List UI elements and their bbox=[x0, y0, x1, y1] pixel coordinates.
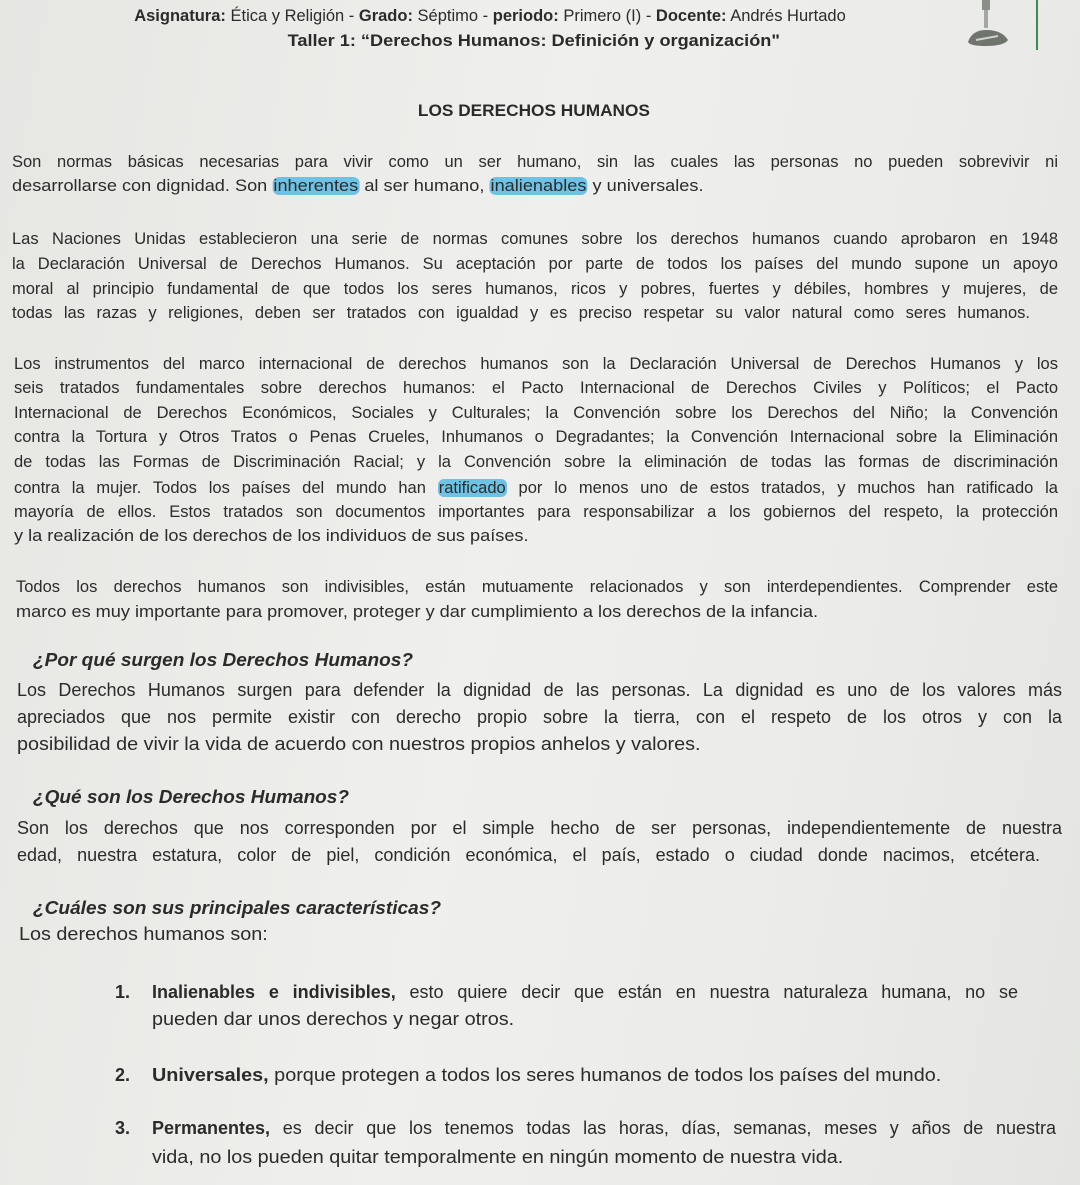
list-term: Inalienables e indivisibles, bbox=[152, 982, 396, 1002]
document-title-text: LOS DERECHOS HUMANOS bbox=[417, 102, 650, 120]
subject-label: Asignatura: bbox=[134, 7, 226, 25]
list-term: Permanentes, bbox=[152, 1118, 271, 1138]
highlighted-word: inalienables bbox=[490, 177, 587, 195]
subject-value: Ética y Religión - bbox=[225, 7, 359, 25]
school-emblem-logo bbox=[958, 0, 1038, 50]
heading-text: ¿Cuáles son sus principales características? bbox=[33, 898, 441, 918]
text: posibilidad de vivir la vida de acuerdo con nuestros propios anhelos y valores. bbox=[17, 734, 701, 754]
paragraph-3-line bbox=[14, 450, 1058, 474]
period-label: periodo: bbox=[492, 7, 559, 25]
paragraph-3-line bbox=[14, 425, 1058, 449]
paragraph-4-line bbox=[16, 600, 872, 624]
section-line bbox=[17, 705, 1062, 729]
text: Internacional de Derechos Económicos, Sociales y Culturales; la Convención sobre los Derechos del Niño; la Convención bbox=[14, 404, 1058, 422]
paragraph-2-line bbox=[12, 252, 1058, 276]
text: seis tratados fundamentales sobre derechos humanos: el Pacto Internacional de Derechos Civiles y Políticos; el Pacto bbox=[14, 379, 1058, 397]
paragraph-3-line bbox=[14, 524, 546, 548]
text: Son normas básicas necesarias para vivir como un ser humano, sin las cuales las personas no pueden sobrevivir ni bbox=[12, 153, 1058, 171]
grade-value: Séptimo - bbox=[412, 7, 493, 25]
text: moral al principio fundamental de que todos los seres humanos, ricos y pobres, fuertes y débiles, hombres y mujeres, de bbox=[12, 280, 1058, 298]
section-heading bbox=[33, 648, 413, 672]
document-title bbox=[418, 99, 650, 123]
paragraph-3-line bbox=[14, 376, 1058, 400]
text: edad, nuestra estatura, color de piel, condición económica, el país, estado o ciudad donde nacimos, etcétera. bbox=[17, 845, 1040, 865]
text: vida, no los pueden quitar temporalmente en ningún momento de nuestra vida. bbox=[152, 1147, 844, 1167]
text: 2. bbox=[115, 1065, 131, 1085]
section-line bbox=[19, 922, 275, 946]
text: la Declaración Universal de Derechos Humanos. Su aceptación por parte de todos los países del mundo supone un apoyo bbox=[12, 255, 1058, 273]
section-heading bbox=[33, 896, 441, 920]
list-term: Universales, bbox=[152, 1065, 269, 1085]
text: contra la Tortura y Otros Tratos o Penas Crueles, Inhumanos o Degradantes; la Convención Internacional sobre la Eliminación bbox=[14, 428, 1058, 446]
text: por lo menos uno de estos tratados, y muchos han ratificado la bbox=[506, 479, 1058, 497]
list-number bbox=[115, 1116, 145, 1140]
paragraph-1-line bbox=[12, 174, 730, 198]
text: y universales. bbox=[587, 177, 704, 195]
section-heading bbox=[33, 785, 349, 809]
text: mayoría de ellos. Estos tratados son documentos importantes para responsabilizar a los gobiernos del respeto, la protección bbox=[14, 503, 1058, 521]
text: Los Derechos Humanos surgen para defender la dignidad de las personas. La dignidad es uno de los valores más bbox=[17, 680, 1062, 700]
section-line bbox=[17, 678, 1062, 702]
text: porque protegen a todos los seres humanos de todos los países del mundo. bbox=[268, 1065, 942, 1085]
workshop-title bbox=[287, 29, 781, 53]
text: de todas las Formas de Discriminación Racial; y la Convención sobre la eliminación de todas las formas de discriminación bbox=[14, 453, 1058, 471]
paragraph-2-line bbox=[12, 227, 1058, 251]
text: todas las razas y religiones, deben ser tratados con igualdad y es preciso respetar su valor natural como seres humanos. bbox=[12, 304, 1030, 322]
workshop-title-text: Taller 1: “Derechos Humanos: Definición y organización" bbox=[287, 32, 781, 50]
text: y la realización de los derechos de los individuos de sus países. bbox=[14, 527, 529, 545]
text: Las Naciones Unidas establecieron una serie de normas comunes sobre los derechos humanos cuando aprobaron en 1948 bbox=[12, 230, 1058, 248]
paragraph-3-line bbox=[14, 500, 1058, 524]
list-number bbox=[115, 980, 145, 1004]
paragraph-3-line bbox=[14, 352, 1058, 376]
text: 1. bbox=[115, 982, 131, 1002]
text: Todos los derechos humanos son indivisibles, están mutuamente relacionados y son interdependientes. Comprender este bbox=[16, 578, 1058, 596]
text: es decir que los tenemos todas las horas, días, semanas, meses y años de nuestra bbox=[270, 1118, 1056, 1138]
period-value: Primero (I) - bbox=[558, 7, 656, 25]
highlighted-word: inherentes bbox=[273, 177, 359, 195]
text: Los instrumentos del marco internacional de derechos humanos son la Declaración Universal de Derechos Humanos y los bbox=[14, 355, 1058, 373]
teacher-label: Docente: bbox=[655, 7, 727, 25]
text: contra la mujer. Todos los países del mundo han bbox=[14, 479, 438, 497]
list-item bbox=[152, 980, 1018, 1004]
text: 3. bbox=[115, 1118, 131, 1138]
text: pueden dar unos derechos y negar otros. bbox=[152, 1009, 515, 1029]
text: apreciados que nos permite existir con derecho propio sobre la tierra, con el respeto de los otros y con la bbox=[17, 707, 1062, 727]
teacher-value: Andrés Hurtado bbox=[726, 7, 846, 25]
text: desarrollarse con dignidad. Son bbox=[12, 177, 273, 195]
paragraph-1-line bbox=[12, 150, 1058, 174]
list-item bbox=[152, 1116, 1056, 1140]
list-item-line bbox=[152, 1007, 538, 1031]
list-number bbox=[115, 1063, 145, 1087]
highlighted-word: ratificado bbox=[438, 479, 506, 497]
heading-text: ¿Por qué surgen los Derechos Humanos? bbox=[33, 650, 414, 670]
list-item-line bbox=[152, 1145, 904, 1169]
grade-label: Grado: bbox=[358, 7, 413, 25]
text: al ser humano, bbox=[359, 177, 490, 195]
section-line bbox=[17, 732, 744, 756]
text: esto quiere decir que están en nuestra naturaleza humana, no se bbox=[395, 982, 1018, 1002]
list-item bbox=[152, 1063, 984, 1087]
paragraph-3-line bbox=[14, 401, 1058, 425]
text: Son los derechos que nos corresponden por el simple hecho de ser personas, independientemente de nuestra bbox=[17, 818, 1062, 838]
paragraph-4-line bbox=[16, 575, 1058, 599]
section-line bbox=[17, 843, 1040, 867]
text: marco es muy importante para promover, proteger y dar cumplimiento a los derechos de la infancia. bbox=[16, 603, 819, 621]
section-line bbox=[17, 816, 1062, 840]
header-info-line bbox=[60, 4, 920, 28]
text: Los derechos humanos son: bbox=[19, 924, 268, 944]
paragraph-3-line bbox=[14, 476, 1058, 500]
paragraph-2-line bbox=[12, 301, 1030, 325]
heading-text: ¿Qué son los Derechos Humanos? bbox=[33, 787, 349, 807]
paragraph-2-line bbox=[12, 277, 1058, 301]
